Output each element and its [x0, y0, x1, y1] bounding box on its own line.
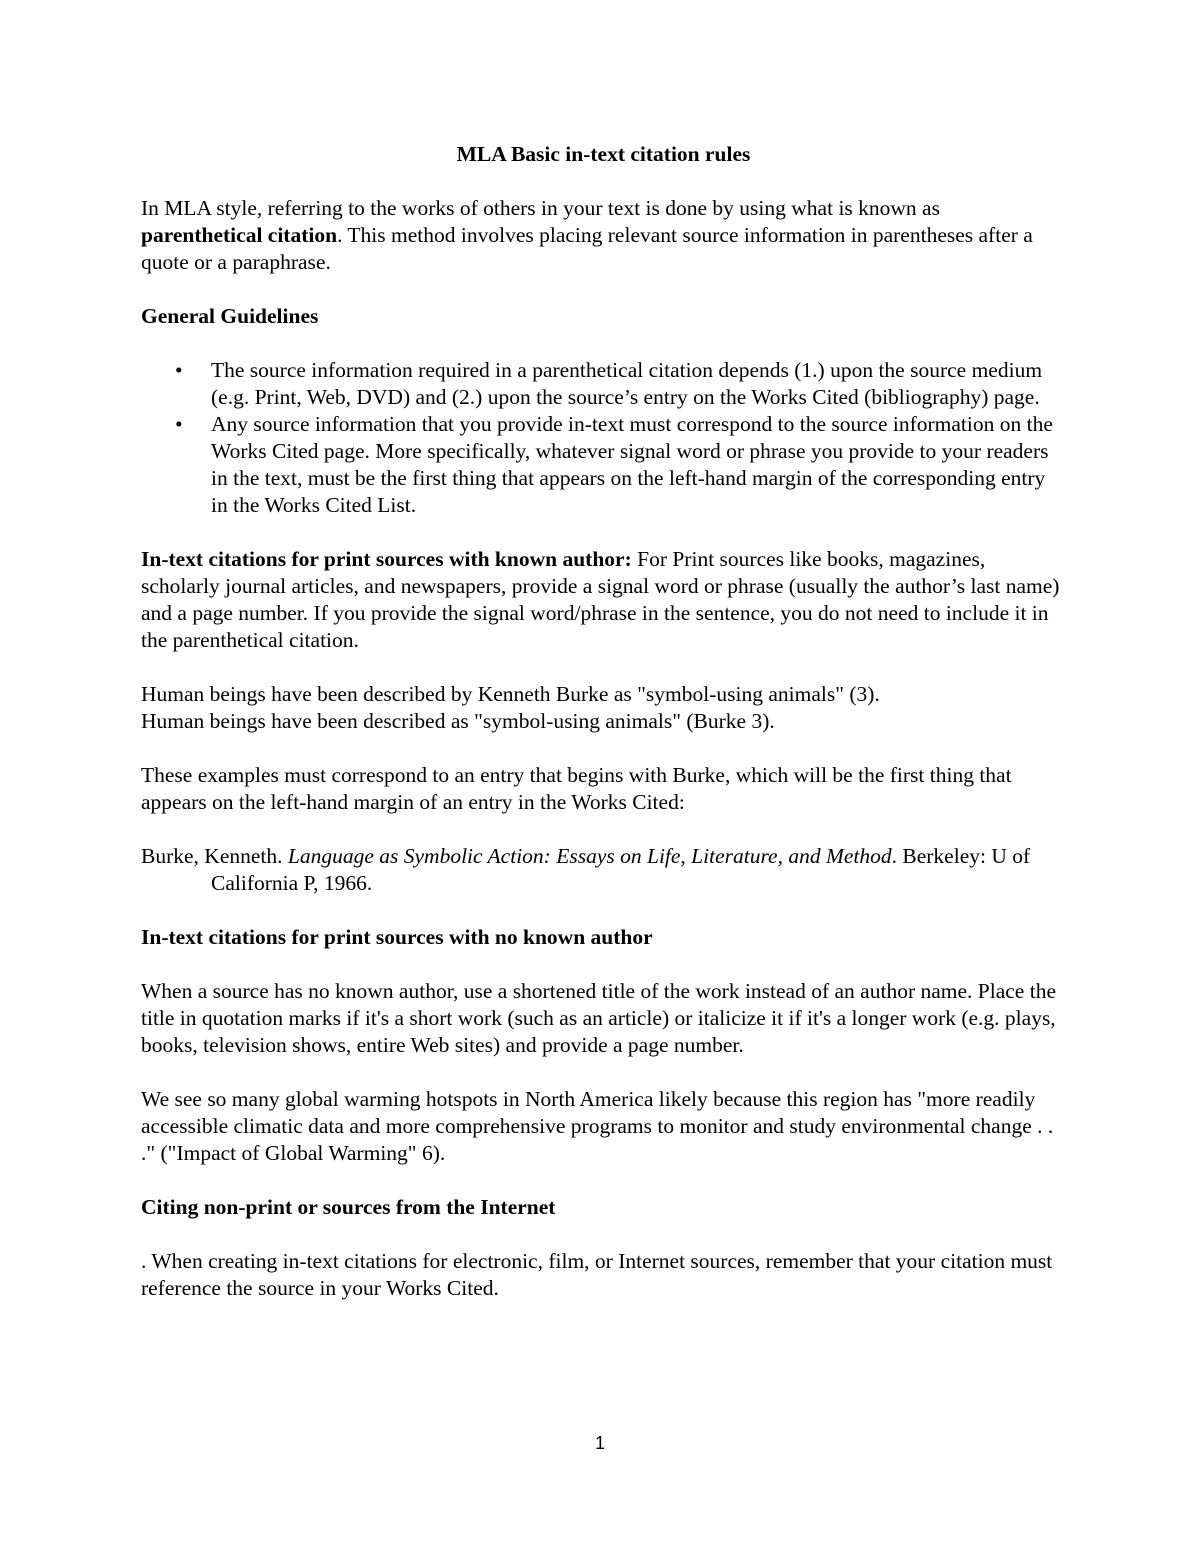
intro-text-end: . This method involves placing relevant source information in parentheses after a quote or a paraphrase. [141, 223, 1033, 274]
guideline-item [141, 357, 1066, 411]
correspond-paragraph: These examples must correspond to an entry that begins with Burke, which will be the first thing that appears on the left-hand margin of an entry in the Works Cited: [141, 763, 1012, 814]
bullet-icon: • [175, 412, 183, 436]
non-print-paragraph: . When creating in-text citations for electronic, film, or Internet sources, remember that your citation must reference the source in your Works Cited. [141, 1249, 1053, 1300]
guideline-text: The source information required in a parenthetical citation depends (1.) upon the source medium (e.g. Print, Web, DVD) and (2.) upon the source’s entry on the Works Cited (bibliography) page. [211, 358, 1043, 409]
example-line: Human beings have been described by Kenneth Burke as "symbol-using animals" (3). [141, 682, 880, 706]
intro-paragraph [141, 195, 1066, 276]
page-number: 1 [594, 1433, 605, 1453]
bullet-icon: • [175, 358, 183, 382]
general-guidelines-heading: General Guidelines [141, 304, 319, 328]
document-body [141, 141, 1066, 1329]
citation-publisher: . Berkeley: U of California P, 1966. [211, 844, 1031, 895]
citation-work-title: Language as Symbolic Action: Essays on Life, Literature, and Method [287, 844, 892, 868]
known-author-text: For Print sources like books, magazines, scholarly journal articles, and newspapers, provide a signal word or phrase (usually the author’s last name) and a page number. If you provide the signal word/phrase in the sentence, you do not need to include it in the parenthetical citation. [141, 547, 1060, 652]
intro-bold-term: parenthetical citation [141, 223, 338, 247]
works-cited-entry [141, 843, 1066, 897]
document-title: MLA Basic in-text citation rules [456, 142, 751, 166]
citation-author: Burke, Kenneth. [141, 844, 288, 868]
no-author-example: We see so many global warming hotspots in North America likely because this region has "more readily accessible climatic data and more comprehensive programs to monitor and study environmental change . . ." ("Impact of Global Warming" 6). [141, 1087, 1054, 1165]
no-author-heading: In-text citations for print sources with no known author [141, 925, 653, 949]
guideline-item [141, 411, 1066, 519]
intro-text-start: In MLA style, referring to the works of others in your text is done by using what is known as [141, 196, 940, 220]
example-line: Human beings have been described as "symbol-using animals" (Burke 3). [141, 709, 775, 733]
known-author-paragraph [141, 546, 1066, 654]
known-author-examples [141, 681, 1066, 735]
guidelines-list [141, 357, 1066, 519]
guideline-text: Any source information that you provide in-text must correspond to the source information on the Works Cited page. More specifically, whatever signal word or phrase you provide to your readers in the text, must be the first thing that appears on the left-hand margin of the corresponding entry in the Works Cited List. [211, 412, 1053, 517]
no-author-paragraph: When a source has no known author, use a shortened title of the work instead of an author name. Place the title in quotation marks if it's a short work (such as an article) or italicize it if it's a longer work (e.g. plays, books, television shows, entire Web sites) and provide a page number. [141, 979, 1056, 1057]
known-author-heading: In-text citations for print sources with known author: [141, 547, 632, 571]
non-print-heading: Citing non-print or sources from the Internet [141, 1195, 556, 1219]
